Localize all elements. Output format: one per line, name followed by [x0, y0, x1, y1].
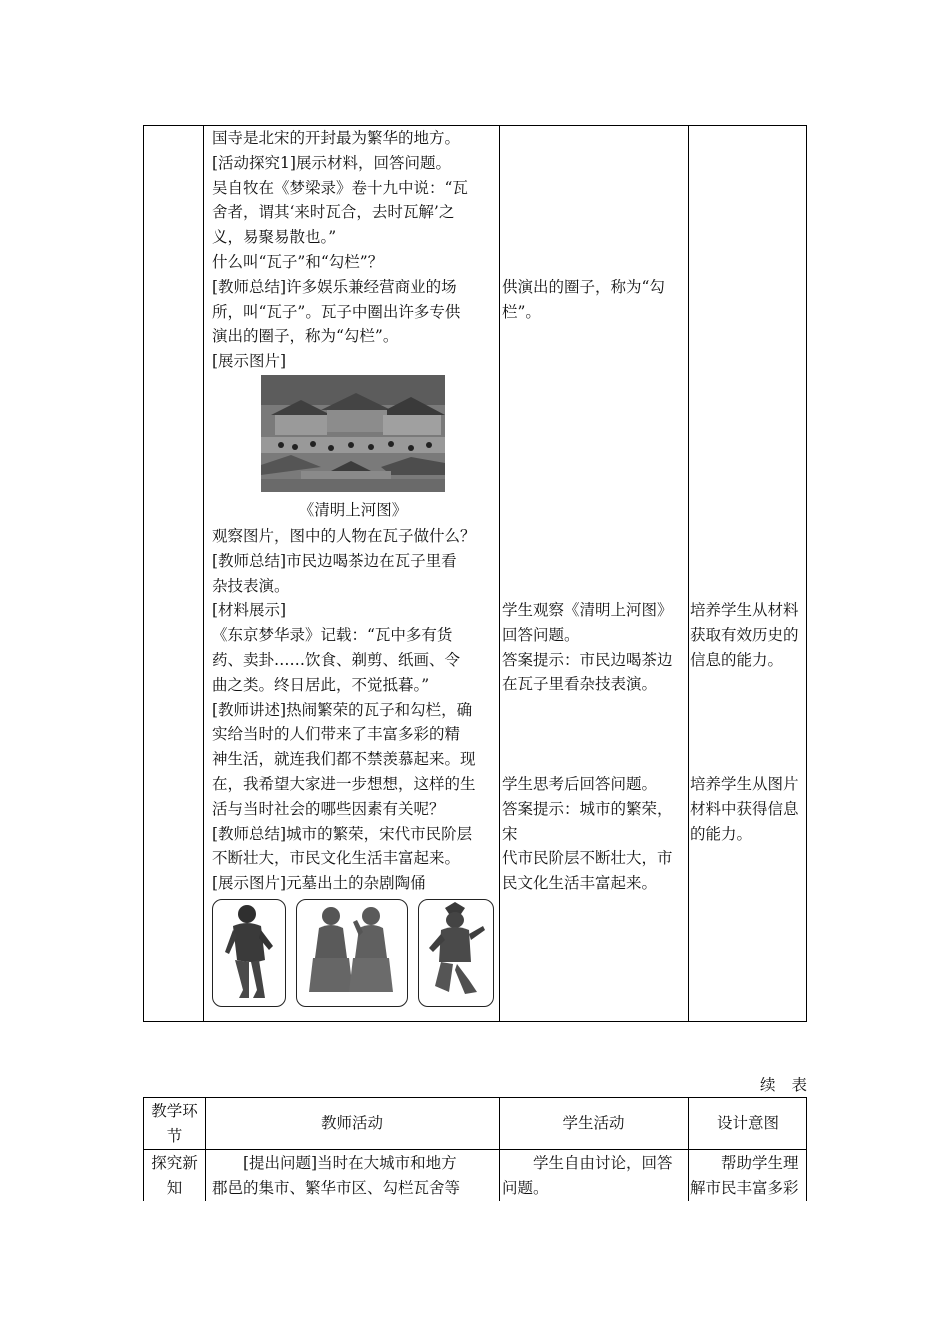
- text-line: [教师总结]城市的繁荣，宋代市民阶层: [212, 824, 473, 843]
- design-intent-cell: [690, 772, 806, 846]
- cell-text: 知: [166, 1178, 183, 1197]
- figurine-photo-1: [212, 899, 286, 1007]
- text-line: 神生活，就连我们都不禁羡慕起来。现: [212, 750, 476, 769]
- text-line: 的能力。: [690, 824, 753, 843]
- text-line: 什么叫“瓦子”和“勾栏”？: [212, 252, 384, 271]
- cell-text: 问题。: [502, 1178, 549, 1197]
- text-line: 舍者，谓其‘来时瓦合，去时瓦解’之: [212, 203, 455, 222]
- cell-teacher-activity: [212, 1151, 496, 1201]
- text-line: 获取有效历史的: [690, 625, 799, 644]
- text-line: 供演出的圈子，称为“勾: [502, 278, 665, 296]
- text-line: 栏”。: [502, 302, 541, 321]
- text-line: 杂技表演。: [212, 576, 290, 595]
- continued-table-label: 续表: [760, 1076, 824, 1094]
- student-activity-cell: [502, 275, 684, 325]
- teacher-activity-cell-continued: [212, 524, 494, 896]
- header-text: 节: [166, 1126, 183, 1145]
- text-line: [活动探究1]展示材料，回答问题。: [212, 153, 451, 172]
- cell-student-activity: [502, 1151, 686, 1201]
- text-line: [教师讲述]热闹繁荣的瓦子和勾栏，确: [212, 700, 473, 719]
- cell-text: 郡邑的集市、繁华市区、勾栏瓦舍等: [212, 1178, 461, 1197]
- text-line: 义，易聚易散也。”: [212, 228, 337, 247]
- column-divider: [499, 126, 500, 1021]
- cell-text: 帮助学生理: [721, 1154, 799, 1172]
- header-student-activity: 学生活动: [562, 1114, 625, 1132]
- column-divider: [688, 126, 689, 1021]
- header-text: 教学环: [151, 1102, 198, 1120]
- lesson-table-continued: [143, 125, 807, 1022]
- text-line: [展示图片]元墓出土的杂剧陶俑: [212, 874, 426, 893]
- text-line: 信息的能力。: [690, 650, 784, 669]
- design-intent-cell: [690, 598, 806, 672]
- text-line: 实给当时的人们带来了丰富多彩的精: [212, 725, 461, 744]
- text-line: 演出的圈子，称为“勾栏”。: [212, 327, 399, 346]
- text-line: 吴自牧在《梦梁录》卷十九中说：“瓦: [212, 178, 468, 197]
- figurine-photo-3: [418, 899, 494, 1007]
- header-design-intent: 设计意图: [716, 1114, 779, 1132]
- text-line: 药、卖卦……饮食、剃剪、纸画、令: [212, 650, 461, 669]
- qingming-painting-image: [261, 375, 445, 492]
- header-divider: [144, 1149, 806, 1150]
- header-teacher-activity: 教师活动: [320, 1114, 383, 1132]
- text-line: 不断壮大，市民文化生活丰富起来。: [212, 849, 461, 868]
- text-line: [展示图片]: [212, 352, 287, 371]
- text-line: 学生观察《清明上河图》: [502, 601, 673, 619]
- student-activity-cell: [502, 598, 684, 697]
- header-teaching-stage: [144, 1099, 205, 1149]
- text-line: 在瓦子里看杂技表演。: [502, 675, 658, 694]
- painting-illustration: [261, 375, 445, 492]
- cell-design-intent: [690, 1151, 806, 1201]
- text-line: [教师总结]许多娱乐兼经营商业的场: [212, 277, 457, 296]
- text-line: 答案提示：市民边喝茶边: [502, 650, 673, 669]
- column-divider: [203, 126, 204, 1021]
- teacher-activity-cell: [212, 126, 494, 374]
- text-line: 回答问题。: [502, 625, 580, 644]
- figurine-illustration: [419, 900, 493, 1006]
- text-line: 材料中获得信息: [690, 799, 799, 818]
- text-line: 活与当时社会的哪些因素有关呢？: [212, 799, 445, 818]
- cell-text: 解市民丰富多彩: [690, 1178, 799, 1197]
- text-line: 民文化生活丰富起来。: [502, 874, 658, 893]
- cell-teaching-stage: [144, 1151, 205, 1201]
- painting-caption: 《清明上河图》: [298, 501, 408, 519]
- text-line: 在，我希望大家进一步想想，这样的生: [212, 774, 476, 793]
- text-line: 培养学生从材料: [690, 601, 799, 619]
- text-line: 代市民阶层不断壮大，市: [502, 849, 673, 868]
- figurine-illustration: [297, 900, 407, 1006]
- cell-text: 探究新: [151, 1154, 198, 1172]
- text-line: 国寺是北宋的开封最为繁华的地方。: [212, 129, 461, 147]
- student-activity-cell: [502, 772, 684, 896]
- figurine-illustration: [213, 900, 285, 1006]
- text-line: 所，叫“瓦子”。瓦子中圈出许多专供: [212, 302, 461, 321]
- text-line: 《东京梦华录》记载：“瓦中多有货: [212, 626, 453, 645]
- text-line: [材料展示]: [212, 601, 287, 620]
- text-line: 曲之类。终日居此，不觉抵暮。”: [212, 675, 430, 694]
- figurine-photo-2: [296, 899, 408, 1007]
- text-line: 答案提示：城市的繁荣，宋: [502, 799, 673, 843]
- cell-text: 学生自由讨论，回答: [533, 1154, 673, 1172]
- text-line: 培养学生从图片: [690, 775, 799, 793]
- text-line: 观察图片，图中的人物在瓦子做什么？: [212, 527, 476, 545]
- lesson-table: [143, 1097, 807, 1201]
- text-line: 学生思考后回答问题。: [502, 775, 658, 793]
- cell-text: [提出问题]当时在大城市和地方: [243, 1154, 457, 1172]
- text-line: [教师总结]市民边喝茶边在瓦子里看: [212, 551, 457, 570]
